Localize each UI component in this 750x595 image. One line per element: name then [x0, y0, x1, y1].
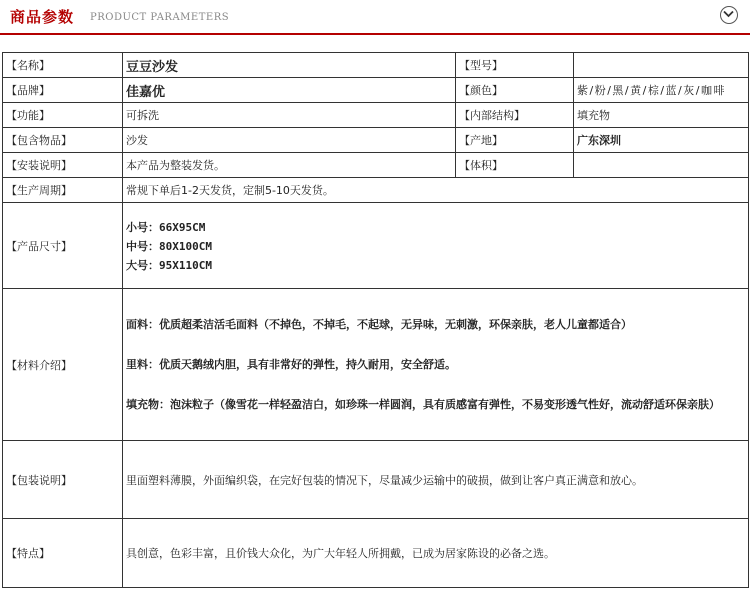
material-filling: 填充物：泡沫粒子（像雪花一样轻盈洁白，如珍珠一样圆润，具有质感富有弹性，不易变形透气性好，流动舒适环保亲肤） — [126, 397, 720, 411]
package-value: 里面塑料薄膜，外面编织袋，在完好包装的情况下，尽量减少运输中的破损，做到让客户真正满意和放心。 — [123, 441, 749, 519]
material-label: 【材料介绍】 — [3, 289, 123, 441]
function-value: 可拆洗 — [123, 103, 456, 128]
structure-value: 填充物 — [574, 103, 749, 128]
table-row — [3, 178, 749, 203]
volume-value — [574, 153, 749, 178]
volume-label: 【体积】 — [456, 153, 574, 178]
header-divider — [0, 33, 750, 35]
chevron-down-circle-icon[interactable] — [720, 6, 738, 24]
cycle-value: 常规下单后1-2天发货，定制5-10天发货。 — [123, 178, 749, 203]
material-face: 面料：优质超柔洁活毛面料（不掉色，不掉毛，不起球，无异味，无刺激，环保亲肤，老人儿童都适合） — [126, 317, 632, 331]
section-header — [0, 0, 750, 36]
install-value: 本产品为整装发货。 — [123, 153, 456, 178]
section-subtitle: PRODUCT PARAMETERS — [90, 12, 230, 23]
contents-value: 沙发 — [123, 128, 456, 153]
brand-value: 佳嘉优 — [123, 78, 456, 103]
material-lining: 里料：优质天鹅绒内胆，具有非常好的弹性，持久耐用，安全舒适。 — [126, 357, 456, 371]
material-value — [123, 289, 749, 441]
name-value: 豆豆沙发 — [123, 53, 456, 78]
feature-value: 具创意，色彩丰富，且价钱大众化，为广大年轻人所拥戴，已成为居家陈设的必备之选。 — [123, 519, 749, 588]
table-row — [3, 289, 749, 441]
parameters-table — [2, 52, 749, 588]
size-label: 【产品尺寸】 — [3, 203, 123, 289]
install-label: 【安装说明】 — [3, 153, 123, 178]
model-label: 【型号】 — [456, 53, 574, 78]
package-label: 【包装说明】 — [3, 441, 123, 519]
table-row — [3, 153, 749, 178]
table-row — [3, 103, 749, 128]
contents-label: 【包含物品】 — [3, 128, 123, 153]
color-label: 【颜色】 — [456, 78, 574, 103]
cycle-label: 【生产周期】 — [3, 178, 123, 203]
section-title: 商品参数 — [10, 8, 75, 26]
table-row — [3, 128, 749, 153]
model-value — [574, 53, 749, 78]
feature-label: 【特点】 — [3, 519, 123, 588]
table-row — [3, 519, 749, 588]
table-row — [3, 78, 749, 103]
table-row — [3, 53, 749, 78]
size-small: 小号：66X95CM — [126, 221, 206, 234]
origin-label: 【产地】 — [456, 128, 574, 153]
name-label: 【名称】 — [3, 53, 123, 78]
table-row — [3, 203, 749, 289]
color-value: 紫/粉/黑/黄/棕/蓝/灰/咖啡 — [574, 78, 749, 103]
structure-label: 【内部结构】 — [456, 103, 574, 128]
size-large: 大号：95X110CM — [126, 259, 212, 272]
function-label: 【功能】 — [3, 103, 123, 128]
size-value — [123, 203, 749, 289]
brand-label: 【品牌】 — [3, 78, 123, 103]
table-row — [3, 441, 749, 519]
origin-value: 广东深圳 — [574, 128, 749, 153]
size-medium: 中号：80X100CM — [126, 240, 212, 253]
